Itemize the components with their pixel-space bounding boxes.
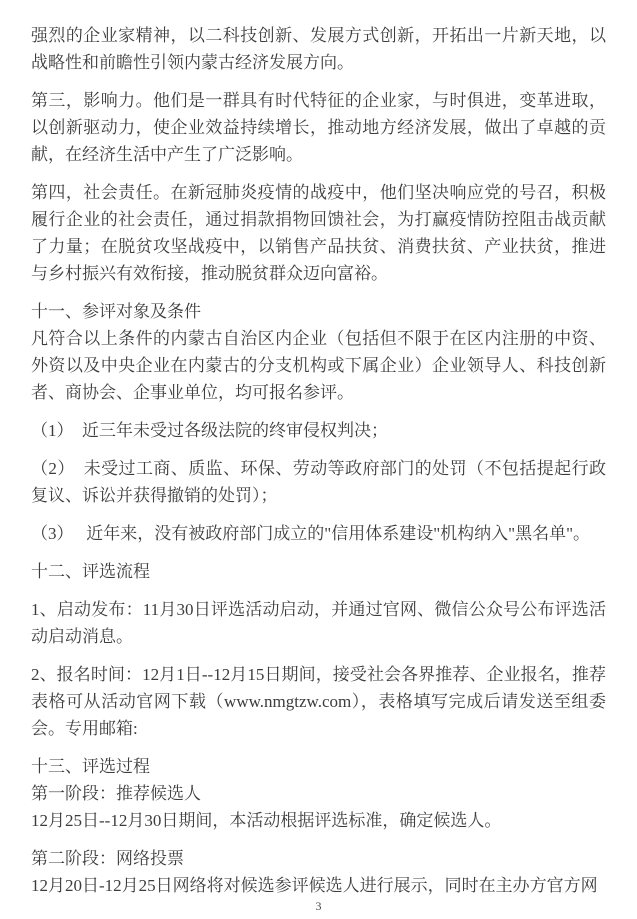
section-heading-12-selection-process: 十二、评选流程 <box>31 562 150 581</box>
paragraph-stage-1-dates: 12月25日--12月30日期间，本活动根据评选标准，确定候选人。 <box>31 811 502 830</box>
list-item-condition-3: （3） 近年来，没有被政府部门成立的"信用体系建设"机构纳入"黑名单"。 <box>31 524 591 543</box>
paragraph-eligibility: 凡符合以上条件的内蒙古自治区内企业（包括但不限于在区内注册的中资、外资以及中央企业在内蒙古的分支机构或下属企业）企业领导人、科技创新者、商协会、企事业单位，均可报名参评。 <box>31 329 606 402</box>
paragraph-step-2-registration: 2、报名时间：12月1日--12月15日期间，接受社会各界推荐、企业报名，推荐表格可从活动官网下载（www.nmgtzw.com），表格填写完成后请发送至组委会。专用邮箱: <box>31 665 606 738</box>
paragraph-fourth-social-responsibility: 第四，社会责任。在新冠肺炎疫情的战疫中，他们坚决响应党的号召，积极履行企业的社会责任，通过捐款捐物回馈社会，为打赢疫情防控阻击战贡献了力量；在脱贫攻坚战疫中，以销售产品扶贫、消费扶贫、产业扶贫，推进与乡村振兴有效衔接，推动脱贫群众迈向富裕。 <box>31 183 606 283</box>
paragraph-stage-2-dates: 12月20日-12月25日网络将对候选参评候选人进行展示，同时在主办方官方网 <box>31 876 598 895</box>
list-item-condition-1: （1） 近三年未受过各级法院的终审侵权判决； <box>31 421 388 440</box>
section-heading-13-selection-procedure: 十三、评选过程 <box>31 757 150 776</box>
paragraph-third-influence: 第三，影响力。他们是一群具有时代特征的企业家，与时俱进，变革进取，以创新驱动力，使企业效益持续增长，推动地方经济发展，做出了卓越的贡献，在经济生活中产生了广泛影响。 <box>31 91 606 164</box>
list-item-condition-2: （2） 未受过工商、质监、环保、劳动等政府部门的处罚（不包括提起行政复议、诉讼并获得撤销的处罚）； <box>31 459 606 505</box>
section-heading-11-participants: 十一、参评对象及条件 <box>31 302 201 321</box>
paragraph-entrepreneur-spirit: 强烈的企业家精神，以二科技创新、发展方式创新，开拓出一片新天地，以战略性和前瞻性引领内蒙古经济发展方向。 <box>31 26 606 72</box>
paragraph-stage-1-title: 第一阶段：推荐候选人 <box>31 784 201 803</box>
paragraph-stage-2-title: 第二阶段：网络投票 <box>31 849 184 868</box>
paragraph-step-1-launch: 1、启动发布：11月30日评选活动启动，并通过官网、微信公众号公布评选活动启动消息。 <box>31 600 606 646</box>
page-number: 3 <box>315 899 322 913</box>
